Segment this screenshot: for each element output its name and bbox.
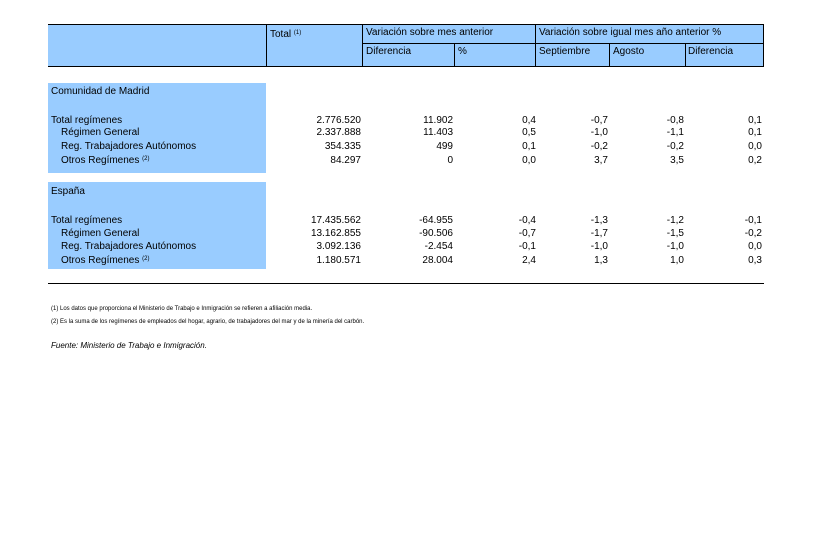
- header-diferencia-anual: Diferencia: [688, 46, 734, 57]
- cell-value: 13.162.855: [310, 228, 361, 239]
- cell-value: 0,0: [748, 241, 762, 252]
- cell-value: 1,3: [594, 255, 608, 266]
- cell-value: -0,2: [590, 141, 608, 152]
- cell-value: -0,4: [518, 215, 536, 226]
- row-label: Reg. Trabajadores Autónomos: [61, 141, 197, 152]
- cell-value: 0,5: [522, 127, 536, 138]
- cell-value: 3.092.136: [316, 241, 361, 252]
- cell-value: -0,8: [666, 115, 684, 126]
- cell-value: 2.776.520: [316, 115, 361, 126]
- cell-value: -0,2: [666, 141, 684, 152]
- cell-value: 1,0: [670, 255, 684, 266]
- cell-value: -1,3: [590, 215, 608, 226]
- row-label: Otros Regímenes $^{(2)}$: [61, 255, 150, 266]
- cell-value: -90.506: [419, 228, 453, 239]
- cell-value: 0,2: [748, 155, 762, 166]
- footnote-1: (1) Los datos que proporciona el Ministerio de Trabajo e Inmigración se refieren a afiliación media.: [51, 306, 313, 312]
- cell-value: -1,0: [590, 127, 608, 138]
- cell-value: 0,1: [522, 141, 536, 152]
- header-group-mes-anterior: Variación sobre mes anterior: [366, 27, 494, 38]
- cell-value: -0,1: [744, 215, 762, 226]
- cell-value: -0,7: [518, 228, 536, 239]
- cell-value: -1,2: [666, 215, 684, 226]
- row-label: Total regímenes: [51, 215, 123, 226]
- header-divider: [763, 24, 764, 67]
- header-divider: [685, 43, 686, 67]
- row-label: Régimen General: [61, 127, 140, 138]
- cell-value: 2,4: [522, 255, 536, 266]
- row-label: Otros Regímenes $^{(2)}$: [61, 155, 150, 166]
- cell-value: 3,7: [594, 155, 608, 166]
- cell-value: 28.004: [422, 255, 453, 266]
- cell-value: -0,1: [518, 241, 536, 252]
- cell-value: -1,0: [590, 241, 608, 252]
- cell-value: -1,7: [590, 228, 608, 239]
- cell-value: 0,1: [748, 115, 762, 126]
- header-septiembre: Septiembre: [539, 46, 591, 57]
- cell-value: 1.180.571: [316, 255, 361, 266]
- cell-value: 0,3: [748, 255, 762, 266]
- cell-value: 0: [447, 155, 453, 166]
- header-agosto: Agosto: [613, 46, 645, 57]
- header-divider: [362, 24, 363, 67]
- header-divider: [609, 43, 610, 67]
- row-label: Régimen General: [61, 228, 140, 239]
- header-total: Total $^{(1)}$: [270, 29, 302, 40]
- header-divider: [266, 24, 267, 67]
- cell-value: 354.335: [324, 141, 361, 152]
- source-note: Fuente: Ministerio de Trabajo e Inmigración.: [51, 341, 207, 350]
- cell-value: -64.955: [419, 215, 453, 226]
- cell-value: -1,5: [666, 228, 684, 239]
- header-divider: [454, 43, 455, 67]
- cell-value: 499: [436, 141, 453, 152]
- cell-value: -1,1: [666, 127, 684, 138]
- header-top-rule: [48, 24, 764, 25]
- row-label: Total regímenes: [51, 115, 123, 126]
- cell-value: -2.454: [424, 241, 453, 252]
- cell-value: 2.337.888: [316, 127, 361, 138]
- cell-value: 11.403: [423, 127, 453, 138]
- cell-value: 0,1: [748, 127, 762, 138]
- header-mid-rule: [362, 43, 764, 44]
- cell-value: 84.297: [330, 155, 361, 166]
- cell-value: 0,4: [522, 115, 536, 126]
- cell-value: -0,7: [590, 115, 608, 126]
- header-bottom-rule: [48, 66, 764, 67]
- footnote-2: (2) Es la suma de los regímenes de empleados del hogar, agrario, de trabajadores del mar y de la minería del carbón.: [51, 319, 365, 325]
- cell-value: 11.902: [423, 115, 453, 126]
- row-label: Reg. Trabajadores Autónomos: [61, 241, 197, 252]
- header-divider: [535, 24, 536, 67]
- cell-value: 17.435.562: [310, 215, 361, 226]
- header-group-ano-anterior: Variación sobre igual mes año anterior %: [539, 27, 722, 38]
- cell-value: 3,5: [670, 155, 684, 166]
- cell-value: 0,0: [522, 155, 536, 166]
- cell-value: 0,0: [748, 141, 762, 152]
- table-bottom-rule: [48, 283, 764, 284]
- cell-value: -1,0: [666, 241, 684, 252]
- cell-value: -0,2: [744, 228, 762, 239]
- header-percent: %: [458, 46, 467, 57]
- header-diferencia: Diferencia: [366, 46, 412, 57]
